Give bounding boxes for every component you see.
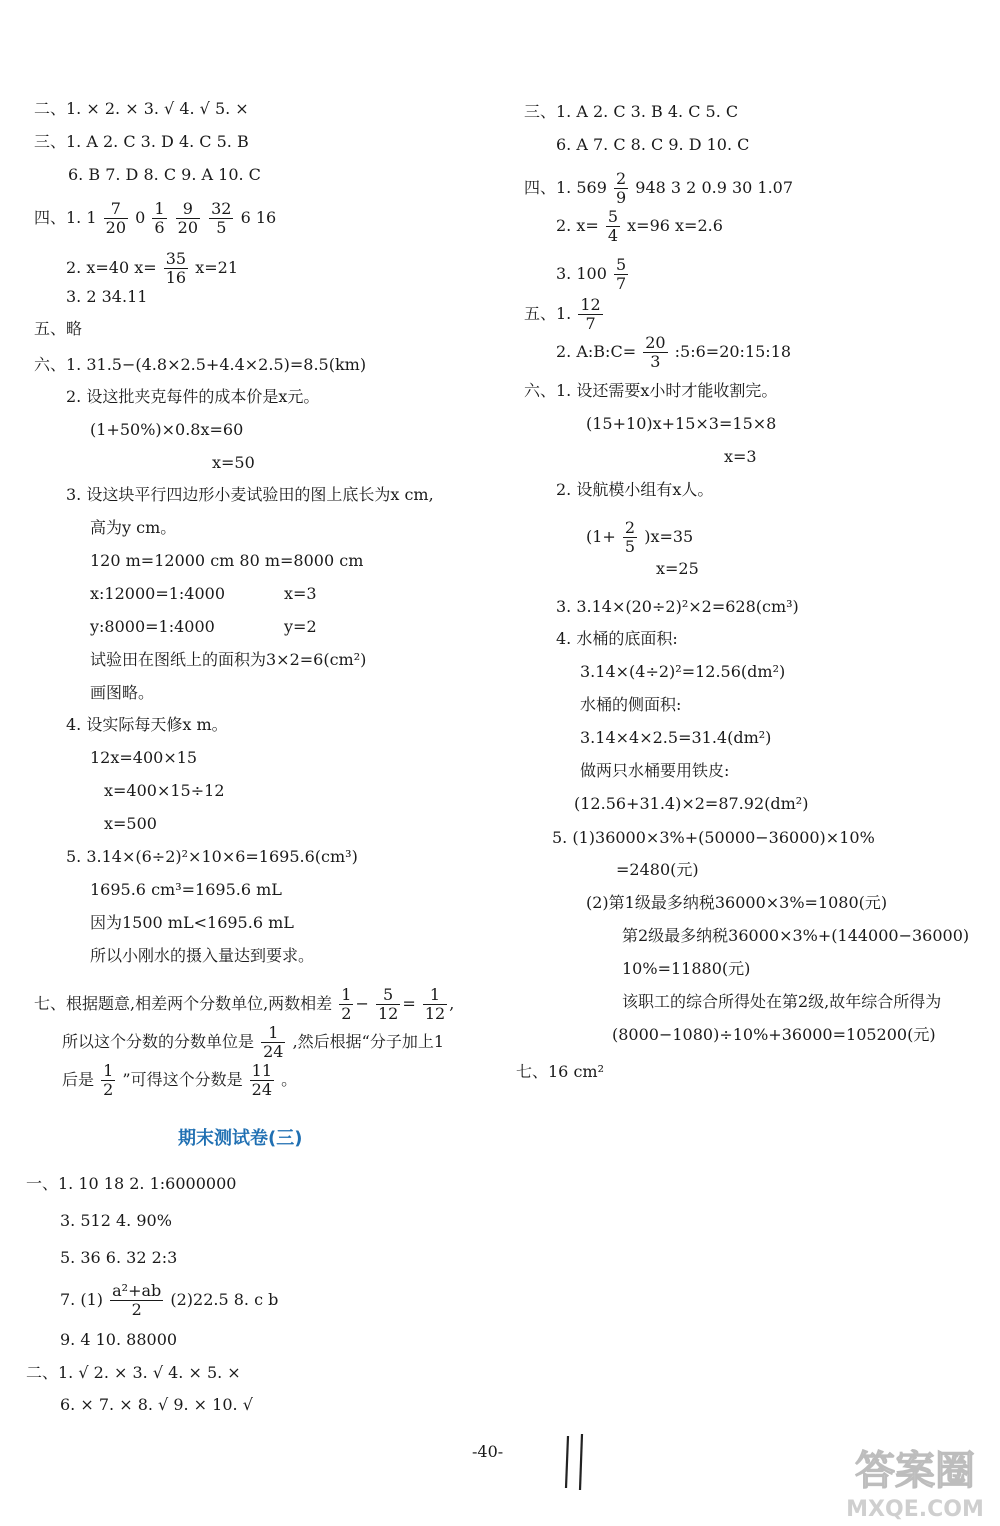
right-s6-2b: (1+ $\frac{2}{5}$ )x=35 bbox=[586, 518, 694, 556]
left-s6-2c: x=50 bbox=[212, 453, 255, 472]
right-s4-line3: 3. 100 $\frac{5}{7}$ bbox=[556, 255, 627, 293]
left-s6-3a: 3. 设这块平行四边形小麦试验田的图上底长为x cm, bbox=[66, 485, 434, 504]
section-heading: 期末测试卷(三) bbox=[178, 1128, 303, 1149]
left-s6-1: 六、1. 31.5−(4.8×2.5+4.4×2.5)=8.5(km) bbox=[34, 355, 367, 374]
fraction: $\frac{35}{16}$ bbox=[165, 249, 187, 287]
handwritten-mark bbox=[560, 1432, 590, 1492]
fraction: $\frac{5}{7}$ bbox=[615, 255, 627, 293]
left-s6-4c: x=400×15÷12 bbox=[104, 781, 225, 800]
page-number: -40- bbox=[472, 1442, 504, 1461]
right-s6-1a: 六、1. 设还需要x小时才能收割完。 bbox=[524, 381, 778, 400]
right-s6-5f: 该职工的综合所得处在第2级,故年综合所得为 bbox=[622, 992, 942, 1011]
left-s6-3g: 画图略。 bbox=[90, 683, 155, 702]
left-s3b: 6. B 7. D 8. C 9. A 10. C bbox=[68, 165, 261, 184]
left-s2: 二、1. × 2. × 3. √ 4. √ 5. × bbox=[34, 99, 249, 118]
right-s6-5b: =2480(元) bbox=[616, 860, 699, 879]
fraction: $\frac{32}{5}$ bbox=[211, 199, 232, 237]
left-s7-line1: 七、根据题意,相差两个分数单位,两数相差 $\frac{1}{2}$ − $\frac{5}{12}$ = $\frac{1}{12}$ , bbox=[34, 985, 455, 1023]
left-s6-4a: 4. 设实际每天修x m。 bbox=[66, 715, 228, 734]
right-s4-line2: 2. x= $\frac{5}{4}$ x=96 x=2.6 bbox=[556, 207, 723, 245]
right-s6-5e: 10%=11880(元) bbox=[622, 959, 751, 978]
fraction: $\frac{1}{12}$ bbox=[424, 985, 446, 1023]
right-s6-5d: 第2级最多纳税36000×3%+(144000−36000) bbox=[622, 926, 970, 945]
left-s7-line3: 后是 $\frac{1}{2}$ ”可得这个分数是 $\frac{11}{24}$ 。 bbox=[62, 1061, 298, 1099]
right-s6-4b: 3.14×(4÷2)²=12.56(dm²) bbox=[580, 662, 786, 681]
left-s7-line2: 所以这个分数的分数单位是 $\frac{1}{24}$ ,然后根据“分子加上1 bbox=[62, 1023, 445, 1061]
right-s6-5c: (2)第1级最多纳税36000×3%=1080(元) bbox=[586, 893, 888, 912]
watermark-logo bbox=[840, 1440, 990, 1522]
right-s6-5a: 5. (1)36000×3%+(50000−36000)×10% bbox=[552, 828, 875, 847]
left-s6-4b: 12x=400×15 bbox=[90, 748, 198, 767]
right-s3b: 6. A 7. C 8. C 9. D 10. C bbox=[556, 135, 750, 154]
exam3-l7: 6. × 7. × 8. √ 9. × 10. √ bbox=[60, 1395, 253, 1414]
fraction: $\frac{1}{24}$ bbox=[263, 1023, 284, 1061]
fraction: $\frac{9}{20}$ bbox=[177, 199, 199, 237]
right-s6-5g: (8000−1080)÷10%+36000=105200(元) bbox=[612, 1025, 936, 1044]
right-s6-4e: 做两只水桶要用铁皮: bbox=[580, 761, 730, 780]
left-s4-3: 3. 2 34.11 bbox=[66, 287, 148, 306]
exam3-l3: 5. 36 6. 32 2:3 bbox=[60, 1248, 178, 1267]
left-s6-5c: 因为1500 mL<1695.6 mL bbox=[90, 913, 294, 932]
fraction: $\frac{2}{5}$ bbox=[624, 518, 636, 556]
left-s6-3b: 高为y cm。 bbox=[90, 518, 177, 537]
exam3-l6: 二、1. √ 2. × 3. √ 4. × 5. × bbox=[26, 1363, 241, 1382]
left-s6-3e2: y=2 bbox=[284, 617, 317, 636]
right-s6-2a: 2. 设航模小组有x人。 bbox=[556, 480, 714, 499]
svg-text:MXQE.COM: MXQE.COM bbox=[846, 1497, 984, 1522]
right-s6-4c: 水桶的侧面积: bbox=[580, 695, 682, 714]
right-s4-line1: 四、1. 569 $\frac{2}{9}$ 948 3 2 0.9 30 1.07 bbox=[524, 169, 794, 207]
left-s6-2a: 2. 设这批夹克每件的成本价是x元。 bbox=[66, 387, 320, 406]
right-s6-2c: x=25 bbox=[656, 559, 699, 578]
left-s4-line1: 四、1. 1 $\frac{7}{20}$ 0 $\frac{1}{6}$ $\frac{9}{20}$ $\frac{32}{5}$ 6 16 bbox=[34, 199, 277, 237]
left-s5: 五、略 bbox=[34, 319, 83, 338]
fraction: $\frac{5}{12}$ bbox=[377, 985, 399, 1023]
left-s6-5d: 所以小刚水的摄入量达到要求。 bbox=[90, 946, 315, 965]
fraction: $\frac{1}{2}$ bbox=[103, 1061, 114, 1099]
right-s6-1b: (15+10)x+15×3=15×8 bbox=[586, 414, 777, 433]
svg-text:答案圈: 答案圈 bbox=[855, 1448, 975, 1494]
left-s6-5b: 1695.6 cm³=1695.6 mL bbox=[90, 880, 282, 899]
right-s5-line2: 2. A:B:C= $\frac{20}{3}$ :5:6=20:15:18 bbox=[556, 333, 792, 371]
right-s6-4d: 3.14×4×2.5=31.4(dm²) bbox=[580, 728, 772, 747]
left-s6-3d: x:12000=1:4000 bbox=[90, 584, 226, 603]
fraction: $\frac{12}{7}$ bbox=[580, 295, 601, 333]
left-s6-2b: (1+50%)×0.8x=60 bbox=[90, 420, 244, 439]
fraction: $\frac{2}{9}$ bbox=[616, 169, 627, 207]
exam3-l1: 一、1. 10 18 2. 1:6000000 bbox=[26, 1174, 237, 1193]
right-s3a: 三、1. A 2. C 3. B 4. C 5. C bbox=[524, 102, 739, 121]
left-s4-line2: 2. x=40 x= $\frac{35}{16}$ x=21 bbox=[66, 249, 238, 287]
right-s7: 七、16 cm² bbox=[516, 1062, 604, 1081]
exam3-l5: 9. 4 10. 88000 bbox=[60, 1330, 178, 1349]
left-s6-3e: y:8000=1:4000 bbox=[90, 617, 215, 636]
left-s6-4d: x=500 bbox=[104, 814, 157, 833]
right-s6-4a: 4. 水桶的底面积: bbox=[556, 629, 678, 648]
right-s5-line1: 五、1. $\frac{12}{7}$ bbox=[524, 295, 601, 333]
fraction: $\frac{1}{2}$ bbox=[341, 985, 352, 1023]
left-s3a: 三、1. A 2. C 3. D 4. C 5. B bbox=[34, 132, 249, 151]
exam3-l2: 3. 512 4. 90% bbox=[60, 1211, 172, 1230]
exam3-l4: 7. (1) $\frac{\text{a²+ab}}{2}$ (2)22.5 8. c b bbox=[60, 1281, 279, 1319]
fraction: $\frac{5}{4}$ bbox=[607, 207, 619, 245]
fraction: $\frac{7}{20}$ bbox=[105, 199, 126, 237]
left-s6-3c: 120 m=12000 cm 80 m=8000 cm bbox=[90, 551, 364, 570]
fraction: $\frac{1}{6}$ bbox=[154, 199, 165, 237]
left-s6-3f: 试验田在图纸上的面积为3×2=6(cm²) bbox=[90, 650, 367, 669]
fraction: $\frac{20}{3}$ bbox=[645, 333, 666, 371]
right-s6-1c: x=3 bbox=[724, 447, 757, 466]
fraction: $\frac{11}{24}$ bbox=[251, 1061, 273, 1099]
right-s6-4f: (12.56+31.4)×2=87.92(dm²) bbox=[574, 794, 809, 813]
fraction: $\frac{\text{a²+ab}}{2}$ bbox=[112, 1281, 162, 1319]
left-s6-3d2: x=3 bbox=[284, 584, 317, 603]
right-s6-3: 3. 3.14×(20÷2)²×2=628(cm³) bbox=[556, 597, 799, 616]
left-s6-5a: 5. 3.14×(6÷2)²×10×6=1695.6(cm³) bbox=[66, 847, 358, 866]
